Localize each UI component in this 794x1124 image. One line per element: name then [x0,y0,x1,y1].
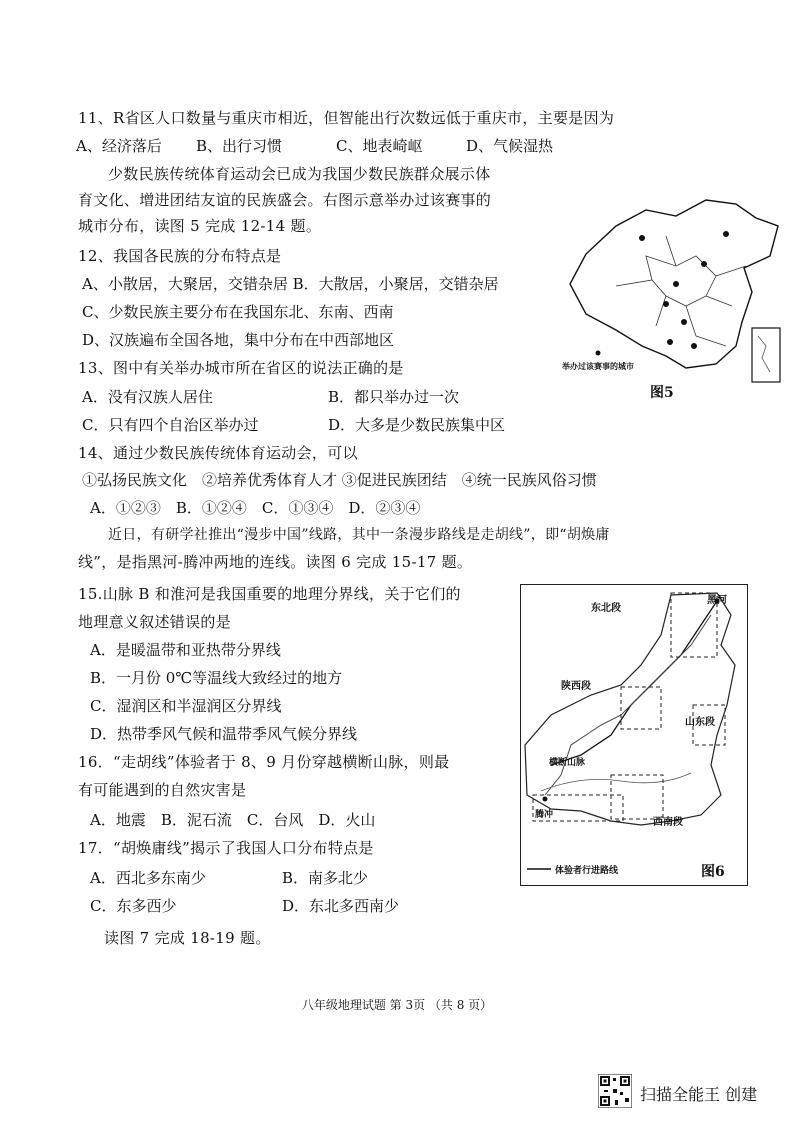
figure-6 [520,584,748,886]
q12-options-ab: A、小散居，大聚居，交错杂居 B．大散居，小聚居，交错杂居 [82,275,499,293]
q13-option-c: C．只有四个自治区举办过 [82,416,259,434]
q13-stem: 13、图中有关举办城市所在省区的说法正确的是 [78,359,404,377]
q15-option-a: A．是暖温带和亚热带分界线 [90,641,281,659]
fig6-caption: 图6 [701,864,725,880]
label-dongbei: 东北段 [591,603,621,614]
scanner-brand: 扫描全能王 创建 [640,1085,758,1104]
q17-stem: 17．“胡焕庸线”揭示了我国人口分布特点是 [78,839,374,857]
fig6-legend: 体验者行进路线 [555,866,619,876]
q14-options: A．①②③ B．①②④ C．①③④ D．②③④ [90,499,421,517]
intro2-line1: 近日，有研学社推出“漫步中国”线路，其中一条漫步路线是走胡线”，即“胡焕庸 [108,527,610,543]
q12-option-d: D、汉族遍布全国各地，集中分布在中西部地区 [82,331,395,349]
intro1-line3: 城市分布，读图 5 完成 12-14 题。 [78,217,322,235]
q15-stem-line1: 15.山脉 B 和淮河是我国重要的地理分界线，关于它们的 [78,585,461,603]
host-city-dot [681,319,687,325]
legend-dot [596,351,601,356]
label-hengduan: 横断山脉 [549,758,586,768]
host-city-dot [723,231,729,237]
q17-option-a: A．西北多东南少 [90,869,206,887]
q11-option-b: B、出行习惯 [196,137,283,155]
q13-option-d: D．大多是少数民族集中区 [328,416,506,434]
q17-option-b: B．南多北少 [282,869,369,887]
page-footer: 八年级地理试题 第 3页 （共 8 页） [301,998,493,1012]
intro1-line1: 少数民族传统体育运动会已成为我国少数民族群众展示体 [108,165,491,183]
intro2-line2: 线”，是指黑河-腾冲两地的连线。读图 6 完成 15-17 题。 [78,553,473,571]
figure-5 [556,196,786,402]
q15-option-c: C．湿润区和半湿润区分界线 [90,697,282,715]
label-tengchong: 腾冲 [535,810,554,820]
q13-option-b: B．都只举办过一次 [328,388,460,406]
q14-stem: 14、通过少数民族传统体育运动会，可以 [78,444,358,462]
q15-option-d: D．热带季风气候和温带季风气候分界线 [90,725,358,743]
host-city-dot [691,343,697,349]
q16-stem-line1: 16．“走胡线”体验者于 8、9 月份穿越横断山脉，则最 [78,753,450,771]
q12-stem: 12、我国各民族的分布特点是 [78,247,282,265]
label-heihe: 黑河 [707,595,727,606]
qr-code-icon [598,1074,632,1108]
fig5-caption: 图5 [650,385,674,401]
label-xinan: 西南段 [653,817,683,828]
q11-option-d: D、气候湿热 [466,137,554,155]
host-city-dot [639,235,645,241]
read-fig7: 读图 7 完成 18-19 题。 [104,929,271,947]
q11-option-c: C、地表崎岖 [336,137,423,155]
q14-items: ①弘扬民族文化 ②培养优秀体育人才 ③促进民族团结 ④统一民族风俗习惯 [82,471,597,489]
host-city-dot [701,261,707,267]
host-city-dot [663,301,669,307]
q12-option-c: C、少数民族主要分布在我国东北、东南、西南 [82,303,394,321]
q11-stem: 11、R省区人口数量与重庆市相近，但智能出行次数远低于重庆市，主要是因为 [78,109,615,127]
host-city-dot [667,339,673,345]
q16-stem-line2: 有可能遇到的自然灾害是 [78,781,247,799]
fig5-legend: 举办过该赛事的城市 [562,361,634,371]
host-city-dot [673,281,679,287]
q15-option-b: B．一月份 0℃等温线大致经过的地方 [90,669,343,687]
q15-stem-line2: 地理意义叙述错误的是 [78,613,232,631]
q16-options: A．地震 B．泥石流 C．台风 D．火山 [90,811,376,829]
label-shanxi: 陕西段 [561,681,591,692]
q17-option-c: C．东多西少 [90,897,177,915]
label-shandong: 山东段 [685,717,715,728]
intro1-line2: 育文化、增进团结友谊的民族盛会。右图示意举办过该赛事的 [78,191,492,209]
q17-option-d: D．东北多西南少 [282,897,400,915]
q13-option-a: A．没有汉族人居住 [82,388,213,406]
hu-line-map-fig6 [521,585,747,885]
south-sea-inset [752,328,780,382]
q11-option-a: A、经济落后 [76,137,162,155]
